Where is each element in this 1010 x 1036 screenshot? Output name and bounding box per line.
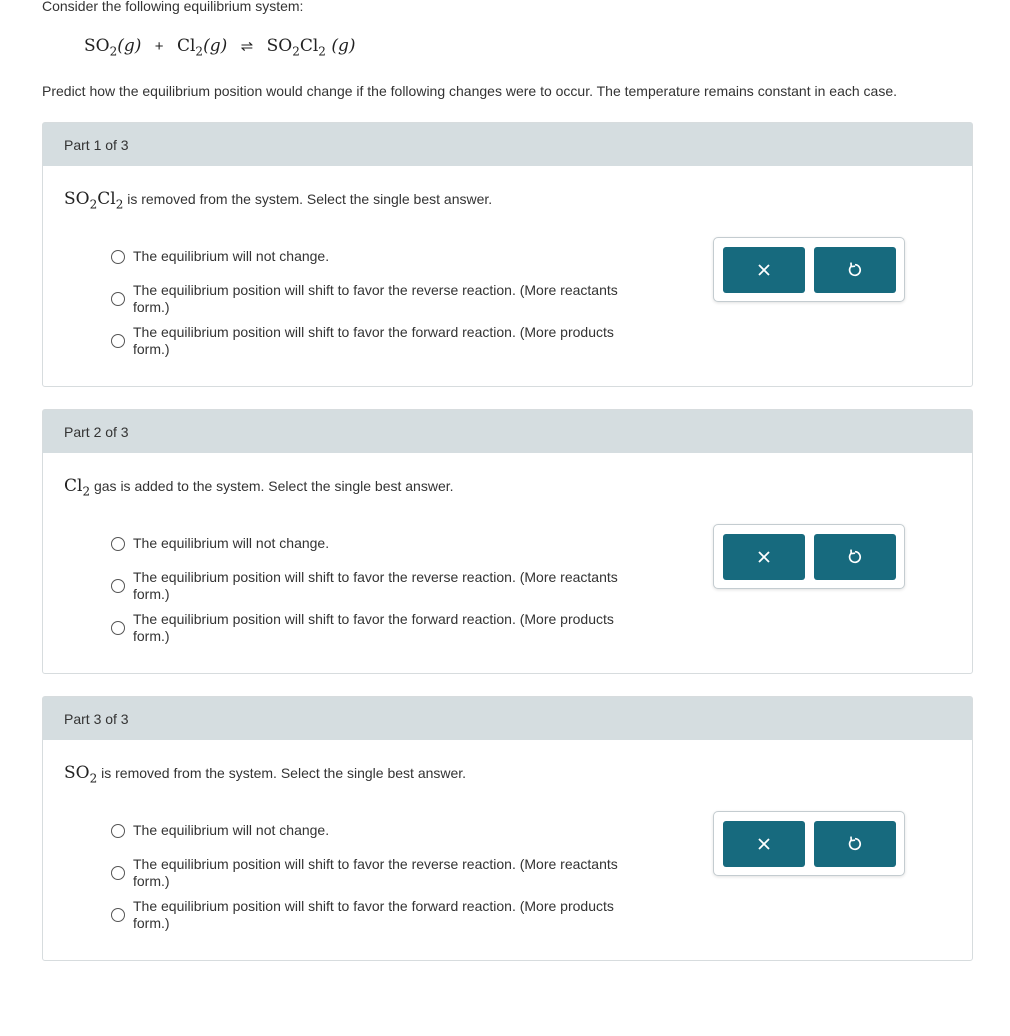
radio-button[interactable] — [111, 908, 125, 922]
radio-button[interactable] — [111, 866, 125, 880]
part-header: Part 3 of 3 — [43, 697, 972, 740]
instructions-text: Predict how the equilibrium position would change if the following changes were to occur. The temperature remains constant in each case. — [42, 83, 897, 99]
undo-icon — [846, 835, 864, 853]
radio-button[interactable] — [111, 537, 125, 551]
radio-button[interactable] — [111, 824, 125, 838]
radio-button[interactable] — [111, 621, 125, 635]
equilibrium-arrow: ⇌ — [240, 38, 254, 55]
answer-option[interactable]: The equilibrium position will shift to favor the forward reaction. (More products form.) — [111, 898, 651, 932]
radio-button[interactable] — [111, 579, 125, 593]
equilibrium-equation: $SO_2(g) + Cl_2(g)$ ⇌ $SO_2Cl_2$ (g) — [84, 36, 356, 59]
reset-button[interactable] — [814, 534, 896, 580]
chemical-formula: $SO_2$ — [64, 763, 98, 786]
radio-button[interactable] — [111, 292, 125, 306]
answer-option[interactable]: The equilibrium position will shift to favor the forward reaction. (More products form.) — [111, 324, 651, 358]
close-icon — [756, 836, 772, 852]
answer-option[interactable]: The equilibrium will not change. — [111, 822, 651, 839]
question-text: $SO_2Cl_2$ is removed from the system. Select the single best answer. — [64, 189, 493, 212]
reset-button[interactable] — [814, 821, 896, 867]
part-header: Part 1 of 3 — [43, 123, 972, 166]
answer-option[interactable]: The equilibrium position will shift to favor the forward reaction. (More products form.) — [111, 611, 651, 645]
part-2-panel — [42, 409, 973, 674]
part-header: Part 2 of 3 — [43, 410, 972, 453]
undo-icon — [846, 261, 864, 279]
answer-controls — [713, 811, 905, 876]
question-text: $SO_2$ is removed from the system. Select the single best answer. — [64, 763, 467, 786]
answer-controls — [713, 237, 905, 302]
part-3-panel — [42, 696, 973, 961]
chemical-formula: $SO_2Cl_2$ — [64, 189, 124, 212]
question-text: $Cl_2$ gas is added to the system. Select the single best answer. — [64, 476, 454, 499]
radio-button[interactable] — [111, 250, 125, 264]
answer-option[interactable]: The equilibrium will not change. — [111, 248, 651, 265]
answer-option[interactable]: The equilibrium position will shift to favor the reverse reaction. (More reactants form.) — [111, 569, 651, 603]
answer-controls — [713, 524, 905, 589]
part-1-panel — [42, 122, 973, 387]
clear-button[interactable] — [723, 534, 805, 580]
answer-option[interactable]: The equilibrium position will shift to favor the reverse reaction. (More reactants form.) — [111, 282, 651, 316]
chemical-formula: $Cl_2$ — [64, 476, 91, 499]
reset-button[interactable] — [814, 247, 896, 293]
intro-text: Consider the following equilibrium system: — [42, 0, 304, 14]
clear-button[interactable] — [723, 821, 805, 867]
undo-icon — [846, 548, 864, 566]
close-icon — [756, 549, 772, 565]
close-icon — [756, 262, 772, 278]
clear-button[interactable] — [723, 247, 805, 293]
answer-option[interactable]: The equilibrium will not change. — [111, 535, 651, 552]
radio-button[interactable] — [111, 334, 125, 348]
answer-option[interactable]: The equilibrium position will shift to favor the reverse reaction. (More reactants form.) — [111, 856, 651, 890]
